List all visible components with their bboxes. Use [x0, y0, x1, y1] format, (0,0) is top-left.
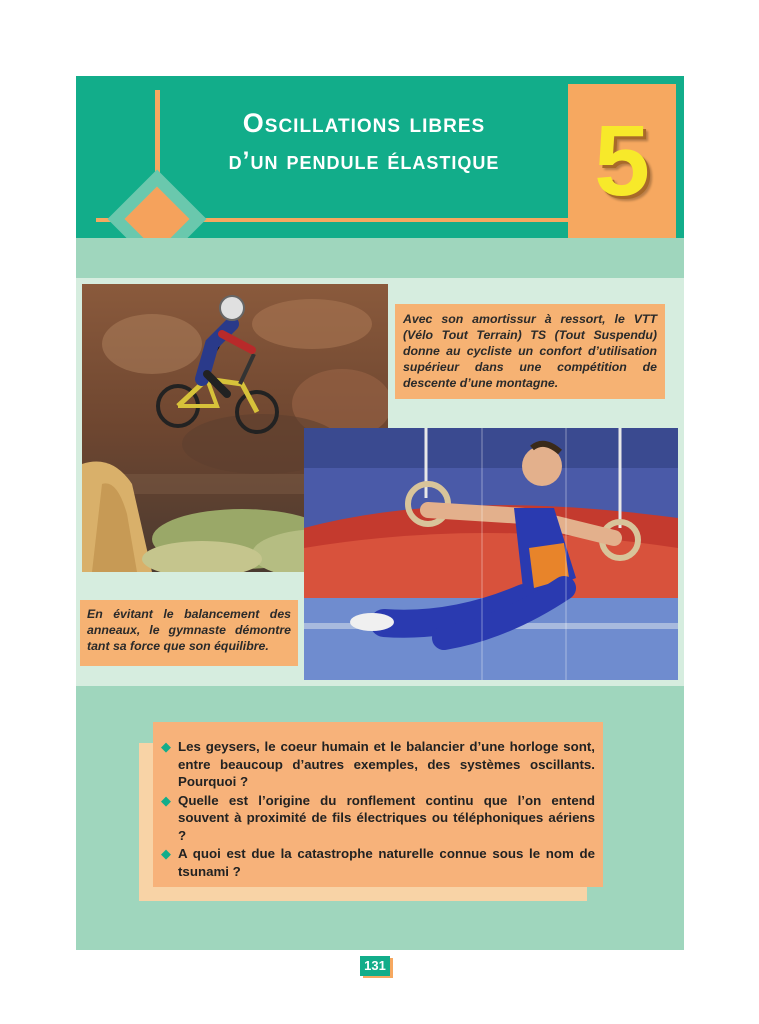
gymnast-rings-photo [304, 428, 678, 680]
page [76, 76, 684, 950]
question-item [161, 738, 595, 791]
photo-section [76, 278, 684, 686]
diamond-bullet-icon: ◆ [161, 739, 171, 754]
diamond-bullet-icon: ◆ [161, 792, 171, 808]
question-item [161, 792, 595, 845]
bike-caption: Avec son amortissur à ressort, le VTT (Vélo Tout Terrain) TS (Tout Suspendu) donne au cycliste un confort d’utilisation supérieur dans une compétition de descente d’une montagne. [395, 304, 665, 399]
header-band [76, 238, 684, 278]
chapter-number: 5 [594, 105, 650, 217]
gymnast-caption: En évitant le balancement des anneaux, le gymnaste démontre tant sa force que son équilibre. [80, 600, 298, 666]
questions-box [153, 722, 603, 887]
question-text: Les geysers, le coeur humain et le balancier d’une horloge sont, entre beaucoup d’autres exemples, des systèmes oscillants. Pourquoi ? [178, 739, 595, 789]
chapter-title [174, 104, 554, 180]
chapter-header [76, 76, 684, 238]
question-item [161, 845, 595, 880]
page-number: 131 [360, 956, 390, 976]
diamond-bullet-icon: ◆ [161, 846, 171, 861]
question-text: A quoi est due la catastrophe naturelle connue sous le nom de tsunami ? [178, 846, 595, 879]
question-text: Quelle est l’origine du ronflement continu que l’on entend souvent à proximité de fils électriques ou téléphoniques aériens ? [178, 792, 595, 843]
chapter-title-line2: d’un pendule élastique [228, 147, 500, 175]
chapter-title-line1: Oscillations libres [242, 108, 486, 138]
chapter-number-box [568, 84, 676, 264]
